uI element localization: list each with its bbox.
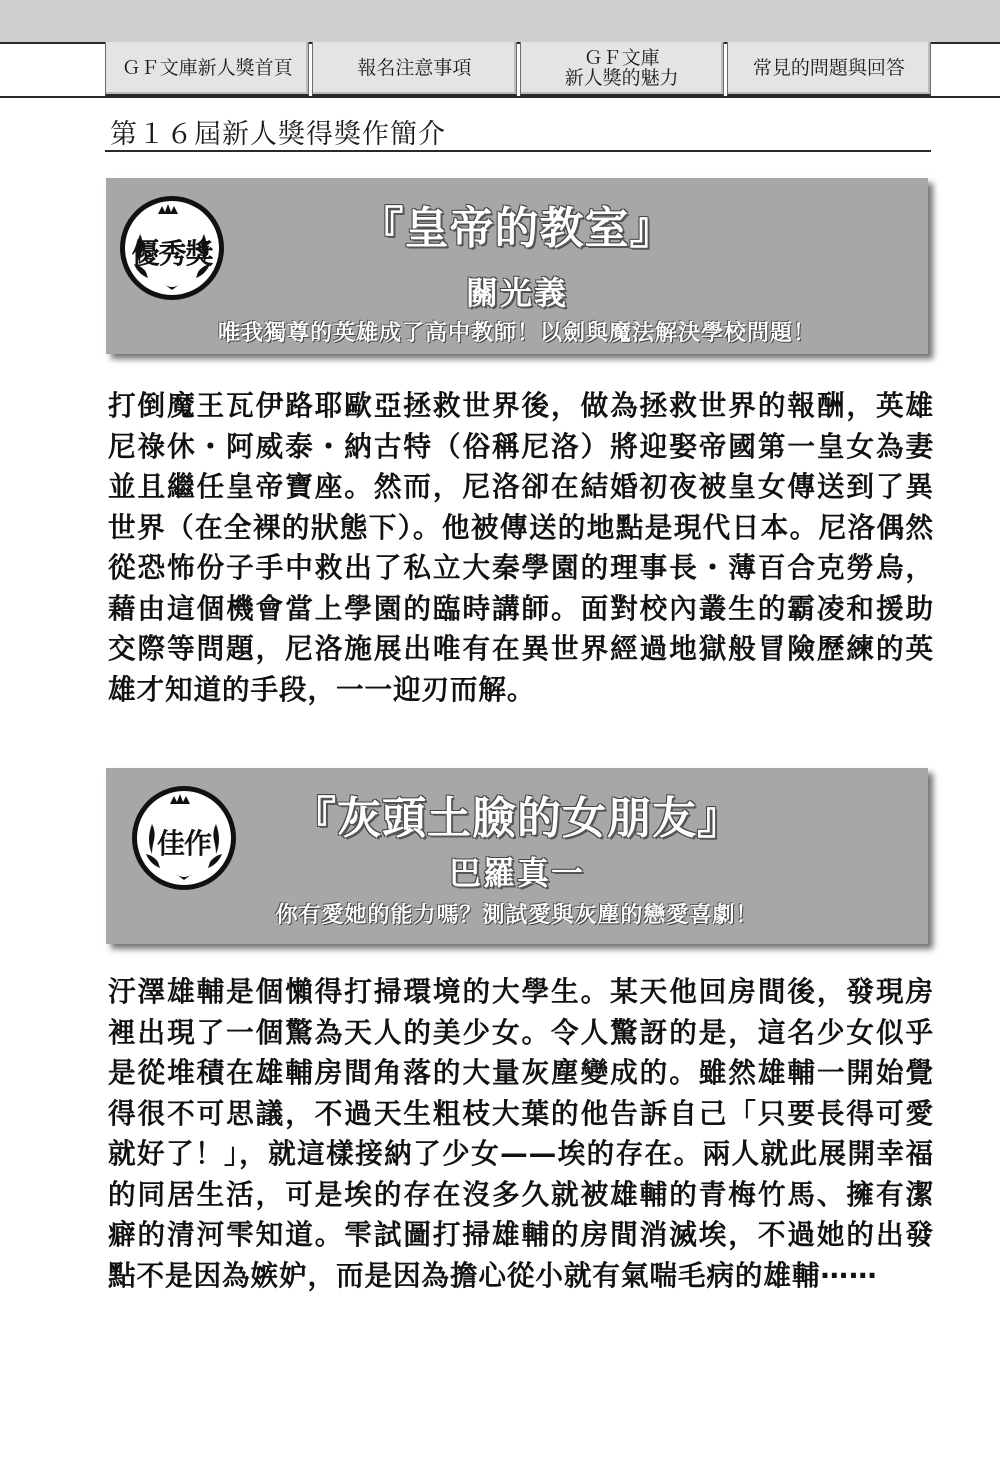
nav-tab-home[interactable]: ＧＦ文庫新人獎首頁 [105, 42, 309, 96]
nav-divider [0, 96, 1000, 98]
award-banner-honorable [106, 768, 928, 944]
page-title: 第１６屆新人獎得獎作簡介 [110, 119, 446, 150]
nav-bar [105, 42, 931, 96]
title-rule [105, 150, 931, 152]
nav-tab-entry-notes[interactable]: 報名注意事項 [312, 42, 516, 96]
award-tagline: 你有愛她的能力嗎？測試愛與灰塵的戀愛喜劇！ [275, 903, 759, 928]
nav-tab-faq[interactable]: 常見的問題與回答 [727, 42, 931, 96]
award-author: 巴羅真一 [448, 854, 585, 892]
award-badge-label: 佳作 [156, 827, 211, 860]
award-title: 『皇帝的教室』 [359, 203, 675, 254]
award-tagline: 唯我獨尊的英雄成了高中教師！以劍與魔法解決學校問題！ [217, 321, 816, 346]
award-banner-excellent [106, 178, 928, 354]
award-badge-label: 優秀獎 [131, 237, 213, 270]
award-title: 『灰頭土臉的女朋友』 [292, 793, 742, 844]
award-author: 關光義 [465, 274, 568, 312]
top-bar [0, 0, 1000, 44]
award-summary: 打倒魔王瓦伊路耶歐亞拯救世界後，做為拯救世界的報酬，英雄尼祿休・阿威泰・納古特（俗稱尼洛）將迎娶帝國第一皇女為妻並且繼任皇帝寶座。然而，尼洛卻在結婚初夜被皇女傳送到了異世界（在全裸的狀態下）。他被傳送的地點是現代日本。尼洛偶然從恐怖份子手中救出了私立大秦學園的理事長・薄百合克勞烏，藉由這個機會當上學園的臨時講師。面對校內叢生的霸凌和援助交際等問題，尼洛施展出唯有在異世界經過地獄般冒險歷練的英雄才知道的手段，一一迎刃而解。 [108, 389, 934, 706]
award-summary: 汙澤雄輔是個懶得打掃環境的大學生。某天他回房間後，發現房裡出現了一個驚為天人的美少女。令人驚訝的是，這名少女似乎是從堆積在雄輔房間角落的大量灰塵變成的。雖然雄輔一開始覺得很不可思議，不過天生粗枝大葉的他告訴自己「只要長得可愛就好了！」，就這樣接納了少女——埃的存在。兩人就此展開幸福的同居生活，可是埃的存在沒多久就被雄輔的青梅竹馬、擁有潔癖的清河雫知道。雫試圖打掃雄輔的房間消滅埃，不過她的出發點不是因為嫉妒，而是因為擔心從小就有氣喘毛病的雄輔⋯⋯ [108, 975, 934, 1292]
nav-tab-appeal[interactable]: ＧＦ文庫 新人獎的魅力 [520, 42, 724, 96]
